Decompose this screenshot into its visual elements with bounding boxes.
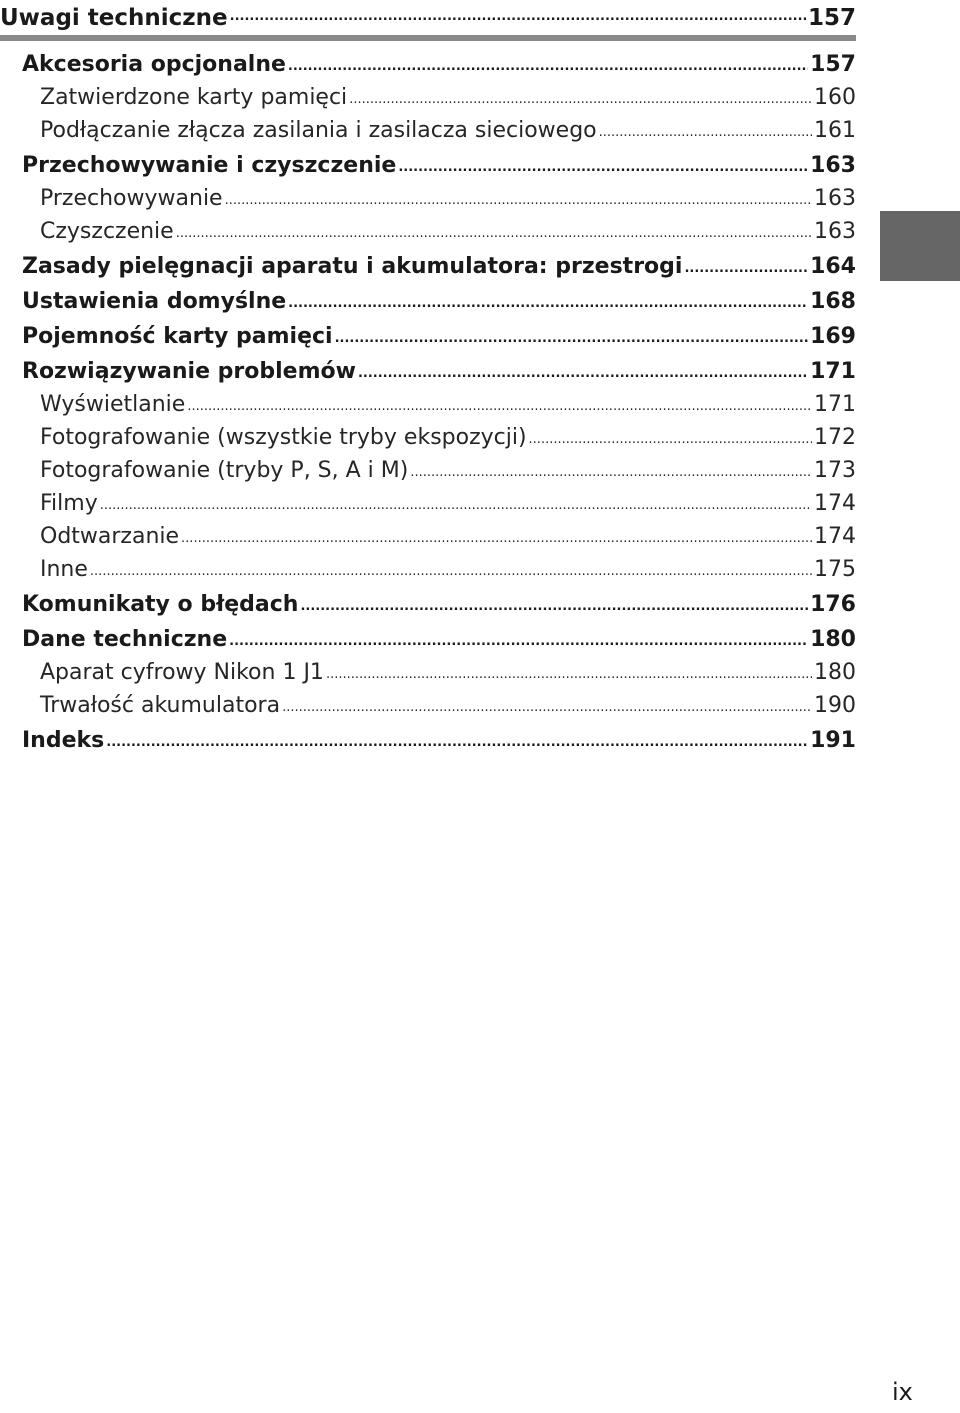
toc-entry-title: Zatwierdzone karty pamięci: [40, 85, 348, 110]
toc-entry-title: Trwałość akumulatora: [40, 693, 281, 718]
toc-entry[interactable]: [0, 417, 856, 450]
toc-entry[interactable]: [0, 652, 856, 685]
toc-entry-page: 164: [810, 254, 856, 279]
page-number: ix: [892, 1378, 913, 1406]
toc-entry[interactable]: [0, 244, 856, 279]
toc-entry-page: 190: [814, 693, 856, 718]
toc-entry[interactable]: [0, 617, 856, 652]
dot-leader: [288, 60, 808, 77]
dot-leader: [326, 668, 812, 685]
toc-entry-page: 174: [814, 491, 856, 516]
toc-entry[interactable]: [0, 279, 856, 314]
toc-entry-title: Wyświetlanie: [40, 392, 186, 417]
toc-entry[interactable]: [0, 384, 856, 417]
toc-entry-title: Zasady pielęgnacji aparatu i akumulatora: przestrogi: [22, 254, 683, 279]
toc-entry-title: Dane techniczne: [22, 627, 228, 652]
toc-entry[interactable]: [0, 77, 856, 110]
dot-leader: [100, 499, 812, 516]
dot-leader: [335, 332, 808, 349]
toc-entry-page: 172: [814, 425, 856, 450]
dot-leader: [225, 194, 812, 211]
toc-entry[interactable]: [0, 718, 856, 753]
toc-entry[interactable]: [0, 178, 856, 211]
dot-leader: [300, 600, 808, 617]
toc-entry[interactable]: [0, 516, 856, 549]
dot-leader: [230, 10, 806, 27]
toc-entry-page: 176: [810, 592, 856, 617]
dot-leader: [176, 227, 812, 244]
toc-entry-page: 171: [814, 392, 856, 417]
dot-leader: [684, 262, 808, 279]
toc-entry[interactable]: [0, 685, 856, 718]
dot-leader: [349, 93, 812, 110]
toc-entry-title: Filmy: [40, 491, 98, 516]
dot-leader: [282, 701, 812, 718]
toc-entry-title: Odtwarzanie: [40, 524, 180, 549]
toc-entry-title: Inne: [40, 557, 88, 582]
dot-leader: [288, 297, 808, 314]
toc-entry[interactable]: [0, 211, 856, 244]
toc-entry-page: 171: [810, 359, 856, 384]
toc-entry-page: 173: [814, 458, 856, 483]
dot-leader: [90, 565, 812, 582]
toc-entry[interactable]: [0, 549, 856, 582]
section-header[interactable]: [0, 0, 856, 36]
toc-entry-title: Komunikaty o błędach: [22, 592, 299, 617]
toc-entry-page: 157: [810, 52, 856, 77]
toc-entry[interactable]: [0, 483, 856, 516]
section-page-number: 157: [807, 5, 856, 31]
dot-leader: [398, 161, 808, 178]
toc-entry[interactable]: [0, 450, 856, 483]
chapter-tab-marker: [880, 211, 960, 281]
dot-leader: [410, 466, 812, 483]
dot-leader: [187, 400, 812, 417]
dot-leader: [599, 126, 812, 143]
toc-entry-title: Akcesoria opcjonalne: [22, 52, 286, 77]
toc-entry-title: Przechowywanie: [40, 186, 223, 211]
toc-entry-page: 180: [814, 660, 856, 685]
toc-entry-page: 163: [814, 186, 856, 211]
dot-leader: [529, 433, 812, 450]
toc-entry-title: Czyszczenie: [40, 219, 174, 244]
toc-entry-title: Przechowywanie i czyszczenie: [22, 153, 397, 178]
toc-entry-title: Fotografowanie (wszystkie tryby ekspozycji): [40, 425, 527, 450]
dot-leader: [181, 532, 812, 549]
dot-leader: [358, 367, 808, 384]
toc-entry-title: Podłączanie złącza zasilania i zasilacza sieciowego: [40, 118, 597, 143]
toc-entry[interactable]: [0, 110, 856, 143]
toc-entry-page: 169: [810, 324, 856, 349]
dot-leader: [229, 635, 808, 652]
toc-entry-page: 163: [810, 153, 856, 178]
toc-entry-page: 160: [814, 85, 856, 110]
section-title: Uwagi techniczne: [0, 5, 228, 31]
toc-entry-page: 168: [810, 289, 856, 314]
dot-leader: [106, 736, 808, 753]
toc-entry-title: Indeks: [22, 728, 105, 753]
toc-entry-page: 174: [814, 524, 856, 549]
toc-entry-title: Pojemność karty pamięci: [22, 324, 333, 349]
toc-entry[interactable]: [0, 314, 856, 349]
toc-entry[interactable]: [0, 143, 856, 178]
toc-entry[interactable]: [0, 44, 856, 77]
toc-entry-title: Fotografowanie (tryby P, S, A i M): [40, 458, 409, 483]
toc-entry-title: Rozwiązywanie problemów: [22, 359, 356, 384]
section-divider: [0, 35, 856, 41]
toc-entry-page: 180: [810, 627, 856, 652]
toc-entry-page: 175: [814, 557, 856, 582]
toc-entry[interactable]: [0, 349, 856, 384]
toc-entry-page: 191: [810, 728, 856, 753]
table-of-contents: [0, 44, 856, 753]
toc-entry-page: 161: [814, 118, 856, 143]
toc-entry-page: 163: [814, 219, 856, 244]
toc-entry-title: Ustawienia domyślne: [22, 289, 287, 314]
toc-entry-title: Aparat cyfrowy Nikon 1 J1: [40, 660, 324, 685]
toc-entry[interactable]: [0, 582, 856, 617]
